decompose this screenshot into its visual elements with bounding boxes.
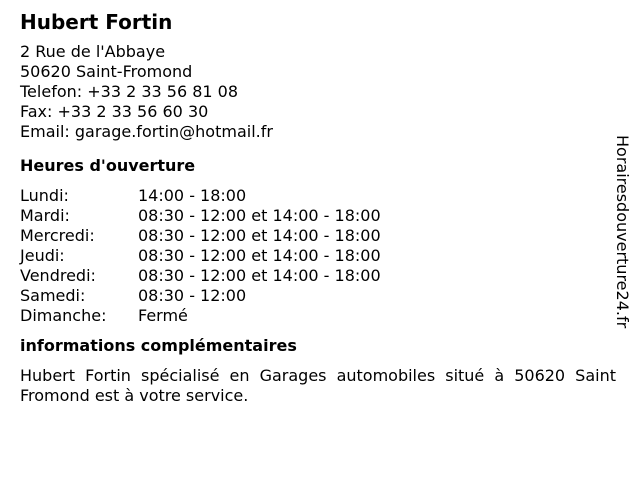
hours-day: Mardi: xyxy=(20,206,70,225)
hours-row xyxy=(20,226,600,246)
hours-time: 08:30 - 12:00 et 14:00 - 18:00 xyxy=(138,246,381,265)
hours-title: Heures d'ouverture xyxy=(20,156,196,175)
address-city: 50620 Saint-Fromond xyxy=(20,62,193,81)
hours-row xyxy=(20,306,600,326)
hours-row xyxy=(20,186,600,206)
hours-time: 08:30 - 12:00 xyxy=(138,286,247,305)
hours-day: Jeudi: xyxy=(20,246,65,265)
hours-row xyxy=(20,266,600,286)
hours-day: Samedi: xyxy=(20,286,86,305)
address-street: 2 Rue de l'Abbaye xyxy=(20,42,166,61)
fax-number: Fax: +33 2 33 56 60 30 xyxy=(20,102,209,121)
hours-row xyxy=(20,246,600,266)
hours-row xyxy=(20,206,600,226)
hours-row xyxy=(20,286,600,306)
phone-number: Telefon: +33 2 33 56 81 08 xyxy=(20,82,239,101)
hours-table xyxy=(20,186,600,326)
hours-time: 08:30 - 12:00 et 14:00 - 18:00 xyxy=(138,206,381,225)
hours-time: 14:00 - 18:00 xyxy=(138,186,247,205)
hours-day: Dimanche: xyxy=(20,306,107,325)
site-watermark: Horairesdouverture24.fr xyxy=(613,135,632,329)
hours-time: Fermé xyxy=(138,306,188,325)
business-card xyxy=(20,10,616,406)
email-line xyxy=(20,122,600,142)
hours-day: Lundi: xyxy=(20,186,69,205)
email-label: Email: xyxy=(20,122,75,141)
business-name: Hubert Fortin xyxy=(20,10,173,34)
hours-day: Mercredi: xyxy=(20,226,95,245)
info-title: informations complémentaires xyxy=(20,336,297,355)
info-description: Hubert Fortin spécialisé en Garages automobiles situé à 50620 Saint Fromond est à votre service. xyxy=(20,366,616,405)
hours-time: 08:30 - 12:00 et 14:00 - 18:00 xyxy=(138,226,381,245)
email-link[interactable]: garage.fortin@hotmail.fr xyxy=(74,122,273,141)
hours-time: 08:30 - 12:00 et 14:00 - 18:00 xyxy=(138,266,381,285)
hours-day: Vendredi: xyxy=(20,266,96,285)
